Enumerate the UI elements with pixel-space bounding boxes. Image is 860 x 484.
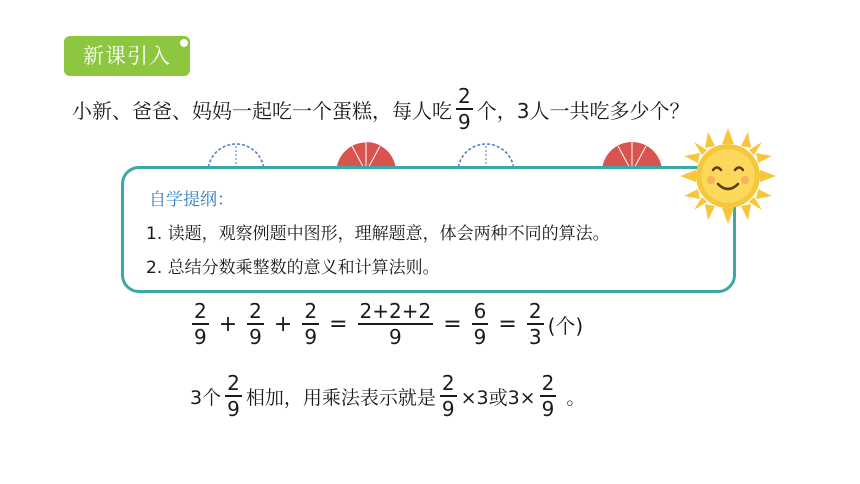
fraction-denominator: 9	[389, 324, 402, 349]
fraction-term	[192, 301, 209, 347]
fraction-numerator: 6	[473, 299, 487, 324]
question-text-before: 小新、爸爸、妈妈一起吃一个蛋糕，每人吃	[72, 98, 452, 123]
fraction-denominator: 9	[541, 396, 555, 421]
fraction-denominator: 9	[304, 324, 318, 349]
outline-item: 1. 读题，观察例题中图形，理解题意，体会两种不同的算法。	[146, 224, 610, 244]
fraction-numerator: 2	[227, 371, 240, 396]
fraction-numerator: 2+2+2	[359, 299, 432, 324]
fraction-numerator: 2	[194, 299, 207, 324]
section-badge: 新课引入	[64, 36, 190, 76]
sun-smiley-icon	[678, 126, 778, 226]
fraction-numerator: 2	[541, 371, 555, 396]
badge-dot	[179, 38, 189, 48]
plus-sign: +	[218, 311, 238, 337]
question-fraction	[456, 86, 473, 132]
outline-title: 自学提纲：	[149, 190, 234, 210]
equals-sign: =	[498, 311, 517, 337]
equals-sign: =	[329, 311, 348, 337]
study-outline-box	[121, 166, 736, 293]
fraction-result	[472, 301, 489, 347]
equals-sign: =	[443, 311, 462, 337]
conclusion-prefix: 3个	[190, 386, 222, 409]
multiply-expression: ×3或3×	[460, 386, 536, 409]
fraction-denominator: 9	[473, 324, 487, 349]
fraction-sum	[358, 301, 434, 347]
fraction-denominator: 9	[194, 324, 207, 349]
fraction-term	[440, 373, 457, 419]
fraction-term	[247, 301, 264, 347]
fraction-denominator: 9	[249, 324, 262, 349]
fraction-numerator: 2	[528, 299, 542, 324]
plus-sign: +	[273, 311, 293, 337]
conclusion-end: 。	[566, 386, 586, 409]
outline-item: 2. 总结分数乘整数的意义和计算法则。	[146, 258, 440, 278]
fraction-numerator: 2	[441, 371, 455, 396]
question-text-after: 个，3人一共吃多少个？	[476, 98, 690, 123]
fraction-numerator: 2	[458, 84, 471, 109]
addition-equation	[188, 298, 583, 350]
fraction-term	[225, 373, 242, 419]
question-text	[72, 84, 689, 134]
fraction-denominator: 3	[528, 324, 542, 349]
fraction-numerator: 2	[304, 299, 318, 324]
conclusion-middle: 相加，用乘法表示就是	[245, 386, 436, 409]
fraction-numerator: 2	[249, 299, 262, 324]
conclusion-text	[190, 370, 585, 422]
fraction-term	[540, 373, 557, 419]
fraction-denominator: 9	[441, 396, 455, 421]
fraction-denominator: 9	[227, 396, 240, 421]
fraction-result	[527, 301, 544, 347]
fraction-denominator: 9	[458, 109, 471, 134]
unit-label: (个)	[547, 313, 584, 338]
fraction-term	[302, 301, 319, 347]
